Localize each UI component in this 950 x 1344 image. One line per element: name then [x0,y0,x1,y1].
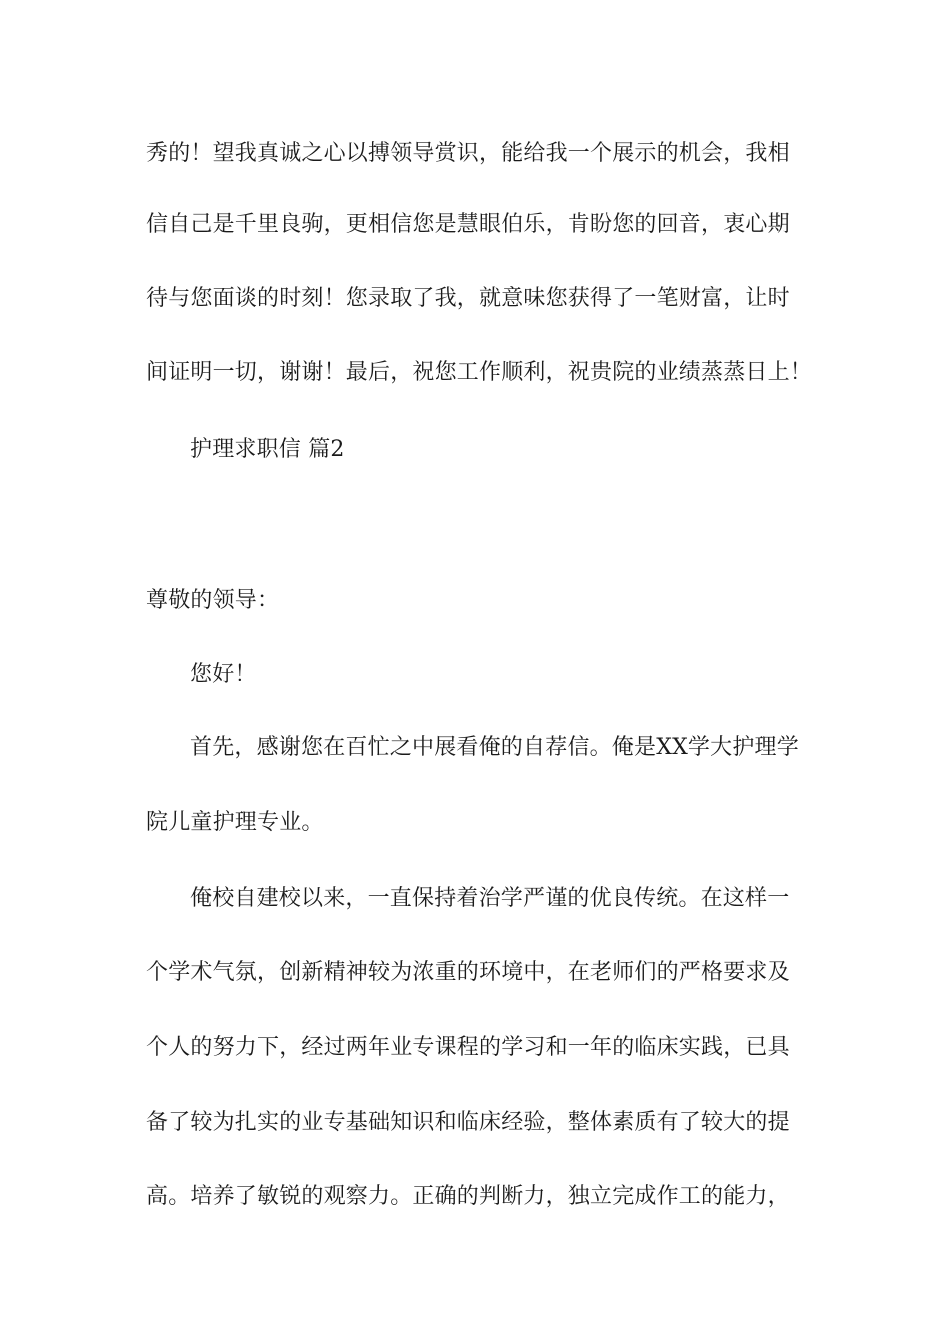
text-line: 秀的！望我真诚之心以搏领导赏识，能给我一个展示的机会，我相 [146,141,790,166]
text-line: 备了较为扎实的业专基础知识和临床经验，整体素质有了较大的提 [146,1110,790,1135]
text-line: 个学术气氛，创新精神较为浓重的环境中，在老师们的严格要求及 [146,960,790,985]
text-line: 信自己是千里良驹，更相信您是慧眼伯乐，肯盼您的回音，衷心期 [146,212,790,237]
text-line: 个人的努力下，经过两年业专课程的学习和一年的临床实践，已具 [146,1035,790,1060]
text-line: 院儿童护理专业。 [146,810,324,835]
text-line: 高。培养了敏锐的观察力。正确的判断力，独立完成作工的能力， [146,1184,790,1209]
text-line: 俺校自建校以来，一直保持着治学严谨的优良传统。在这样一 [190,886,790,911]
text-line: 首先，感谢您在百忙之中展看俺的自荐信。俺是XX学大护理学 [190,735,799,760]
section-title: 护理求职信 篇2 [190,437,345,462]
greeting: 您好！ [190,662,257,687]
text-line: 间证明一切，谢谢！最后，祝您工作顺利，祝贵院的业绩蒸蒸日上！ [146,360,813,385]
salutation: 尊敬的领导： [146,588,280,613]
text-line: 待与您面谈的时刻！您录取了我，就意味您获得了一笔财富，让时 [146,286,790,311]
